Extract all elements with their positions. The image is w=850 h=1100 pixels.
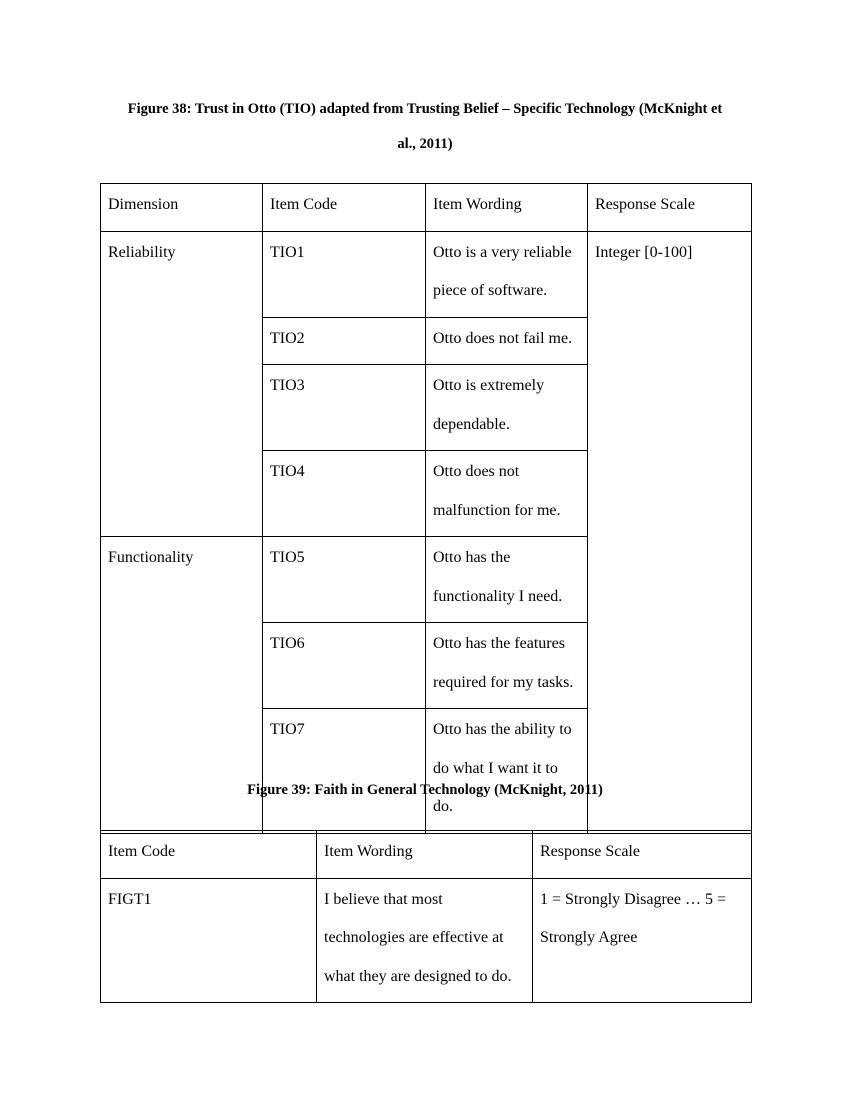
- item-code: TIO7: [263, 709, 426, 834]
- item-code: TIO6: [263, 623, 426, 709]
- item-wording: I believe that most technologies are effective at what they are designed to do.: [317, 878, 533, 1003]
- figure-39-caption: Figure 39: Faith in General Technology (McKnight, 2011): [247, 782, 603, 798]
- response-scale: 1 = Strongly Disagree … 5 = Strongly Agree: [533, 878, 752, 1003]
- table-header-row: [101, 184, 752, 232]
- response-scale: Integer [0-100]: [588, 231, 752, 833]
- dimension-reliability: Reliability: [101, 231, 263, 537]
- header-item-code: Item Code: [263, 184, 426, 232]
- header-item-code: Item Code: [101, 831, 317, 879]
- header-dimension: Dimension: [101, 184, 263, 232]
- item-wording: Otto has the features required for my tasks.: [426, 623, 588, 709]
- dimension-functionality: Functionality: [101, 537, 263, 834]
- item-code: TIO4: [263, 451, 426, 537]
- item-wording: Otto does not malfunction for me.: [426, 451, 588, 537]
- header-response-scale: Response Scale: [533, 831, 752, 879]
- table-header-row: [101, 831, 752, 879]
- figure-38-caption-line-2: al., 2011): [397, 136, 453, 152]
- item-code: TIO2: [263, 317, 426, 365]
- item-wording: Otto has the functionality I need.: [426, 537, 588, 623]
- item-code: TIO3: [263, 365, 426, 451]
- header-response-scale: Response Scale: [588, 184, 752, 232]
- figure-38-caption: [100, 92, 750, 162]
- item-wording: Otto does not fail me.: [426, 317, 588, 365]
- item-wording: Otto is extremely dependable.: [426, 365, 588, 451]
- item-code: TIO5: [263, 537, 426, 623]
- item-wording: Otto is a very reliable piece of software.: [426, 231, 588, 317]
- item-code: TIO1: [263, 231, 426, 317]
- table-row: [101, 878, 752, 1003]
- header-item-wording: Item Wording: [426, 184, 588, 232]
- header-item-wording: Item Wording: [317, 831, 533, 879]
- faith-in-general-technology-table: [100, 830, 752, 1003]
- item-code: FIGT1: [101, 878, 317, 1003]
- table-row: [101, 231, 752, 317]
- figure-38-caption-line-1: Figure 38: Trust in Otto (TIO) adapted from Trusting Belief – Specific Technology (McKnight et: [127, 101, 723, 117]
- trust-in-otto-table: [100, 183, 752, 834]
- item-wording: Otto has the ability to do what I want it to do.: [426, 709, 588, 834]
